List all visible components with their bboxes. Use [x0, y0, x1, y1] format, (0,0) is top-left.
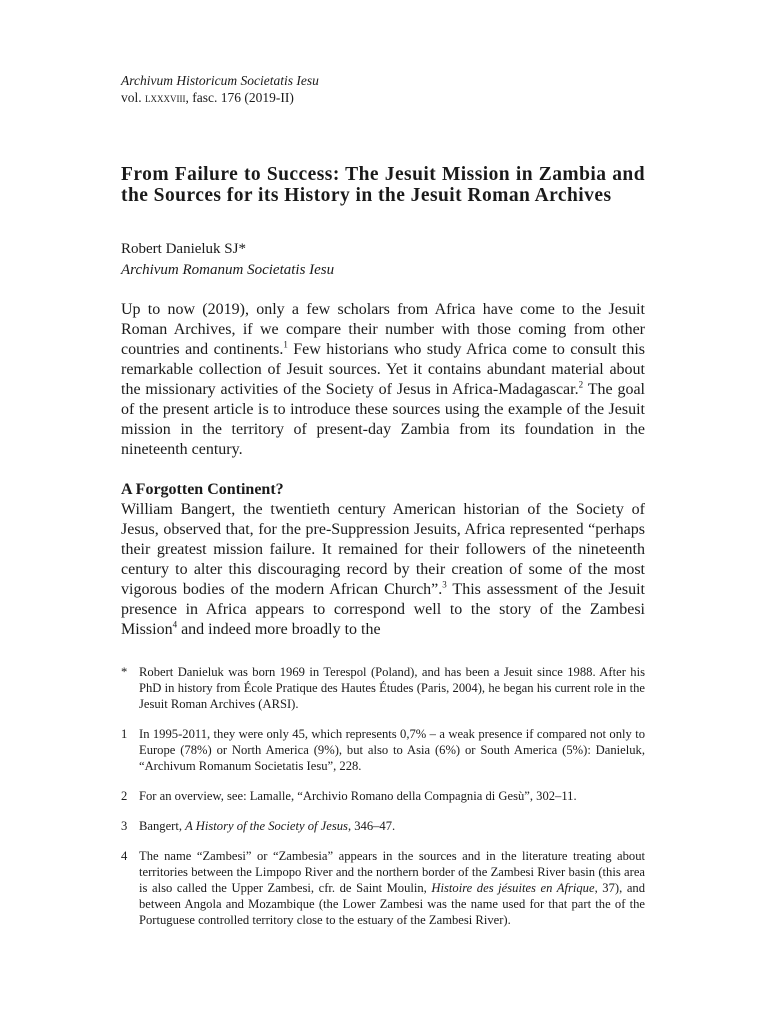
intro-text-b: Few historians who study Africa come to consult this remarkable collection of Jesuit sources. Yet it contains abundant material about the missionary activities of the Society of Jesus in Africa-Madagascar. — [121, 341, 646, 398]
footnote-3 — [121, 818, 645, 834]
footnote-text: Robert Danieluk was born 1969 in Terespol (Poland), and has been a Jesuit since 1988. After his PhD in history from École Pratique des Hautes Études (Paris, 2004), he began his current role in the Jesuit Roman Archives (ARSI). — [139, 665, 645, 711]
footnote-ref-1[interactable]: 1 — [283, 339, 288, 350]
author-name: Robert Danieluk SJ* — [121, 241, 246, 257]
footnote-text-a: The name “Zambesi” or “Zambesia” appears in the sources and in the literature treating about territories between the Limpopo River and the northern border of the Zambesi River basin (this area is also called the Upper Zambesi, cfr. de Saint Moulin, — [139, 849, 645, 895]
footnote-mark: * — [121, 665, 128, 679]
footnote-text: For an overview, see: Lamalle, “Archivio Romano della Compagnia di Gesù”, 302–11. — [139, 789, 577, 803]
section-text-b: This assessment of the Jesuit presence in Africa appears to correspond well to the story of the Zambesi Mission — [121, 581, 646, 638]
footnote-ref-2[interactable]: 2 — [578, 379, 584, 390]
footnote-text-a: Bangert, — [139, 819, 186, 833]
footnote-mark: 2 — [121, 789, 128, 803]
footnote-text-b: , 37), and between Angola and Mozambique (the Lower Zambesi was the name used for that part the of the Portuguese controlled territory close to the estuary of the Zambesi River). — [139, 881, 645, 927]
footnote-mark: 3 — [121, 819, 128, 833]
intro-text-a: Up to now (2019), only a few scholars from Africa have come to the Jesuit Roman Archives, if we compare their number with those coming from other countries and continents. — [121, 301, 645, 358]
section-heading: A Forgotten Continent? — [121, 481, 284, 498]
footnote-mark: 1 — [121, 727, 128, 741]
section-paragraph — [121, 500, 645, 640]
volume-number: lxxxviii — [145, 90, 186, 105]
author-block — [121, 239, 645, 281]
footnote-text — [139, 818, 645, 834]
footnote-text: In 1995-2011, they were only 45, which represents 0,7% – a weak presence if compared not only to Europe (78%) or North America (9%), but also to Asia (6%) or South America (5%): Danieluk, “Archivum Romanum Societatis Iesu”, 228. — [139, 727, 645, 773]
footnote-text-b: , 346–47. — [347, 819, 396, 833]
journal-volume — [121, 89, 645, 106]
footnote-text — [139, 848, 645, 928]
article-title: From Failure to Success: The Jesuit Mission in Zambia and the Sources for its History in the Jesuit Roman Archives — [121, 164, 645, 206]
volume-suffix: , fasc. 176 (2019-II) — [185, 90, 294, 105]
cited-work-title: A History of the Society of Jesus — [185, 819, 348, 833]
footnote-mark: 4 — [121, 849, 128, 863]
document-page — [121, 72, 645, 942]
footnote-ref-3[interactable]: 3 — [442, 579, 447, 590]
footnote-2 — [121, 788, 645, 804]
footnote-star — [121, 664, 645, 712]
journal-name: Archivum Historicum Societatis Iesu — [121, 73, 319, 88]
intro-text-c: The goal of the present article is to introduce these sources using the example of the Jesuit mission in the territory of present-day Zambia from its foundation in the nineteenth century. — [121, 381, 646, 458]
journal-header — [121, 72, 645, 106]
section-text-a: William Bangert, the twentieth century American historian of the Society of Jesus, observed that, for the pre-Suppression Jesuits, Africa represented “perhaps their greatest mission failure. It remained for their followers of the nineteenth century to alter this discouraging record by their creation of some of the most vigorous bodies of the modern African Church”. — [121, 501, 645, 598]
intro-paragraph — [121, 300, 645, 460]
footnote-4 — [121, 848, 645, 928]
author-affiliation: Archivum Romanum Societatis Iesu — [121, 262, 335, 278]
cited-work-title: Histoire des jésuites en Afrique — [431, 881, 595, 895]
article-body — [121, 300, 645, 640]
footnote-ref-4[interactable]: 4 — [172, 619, 178, 630]
footnotes — [121, 664, 645, 928]
footnote-1 — [121, 726, 645, 774]
section-text-c: and indeed more broadly to the — [177, 621, 381, 638]
volume-prefix: vol. — [121, 90, 146, 105]
